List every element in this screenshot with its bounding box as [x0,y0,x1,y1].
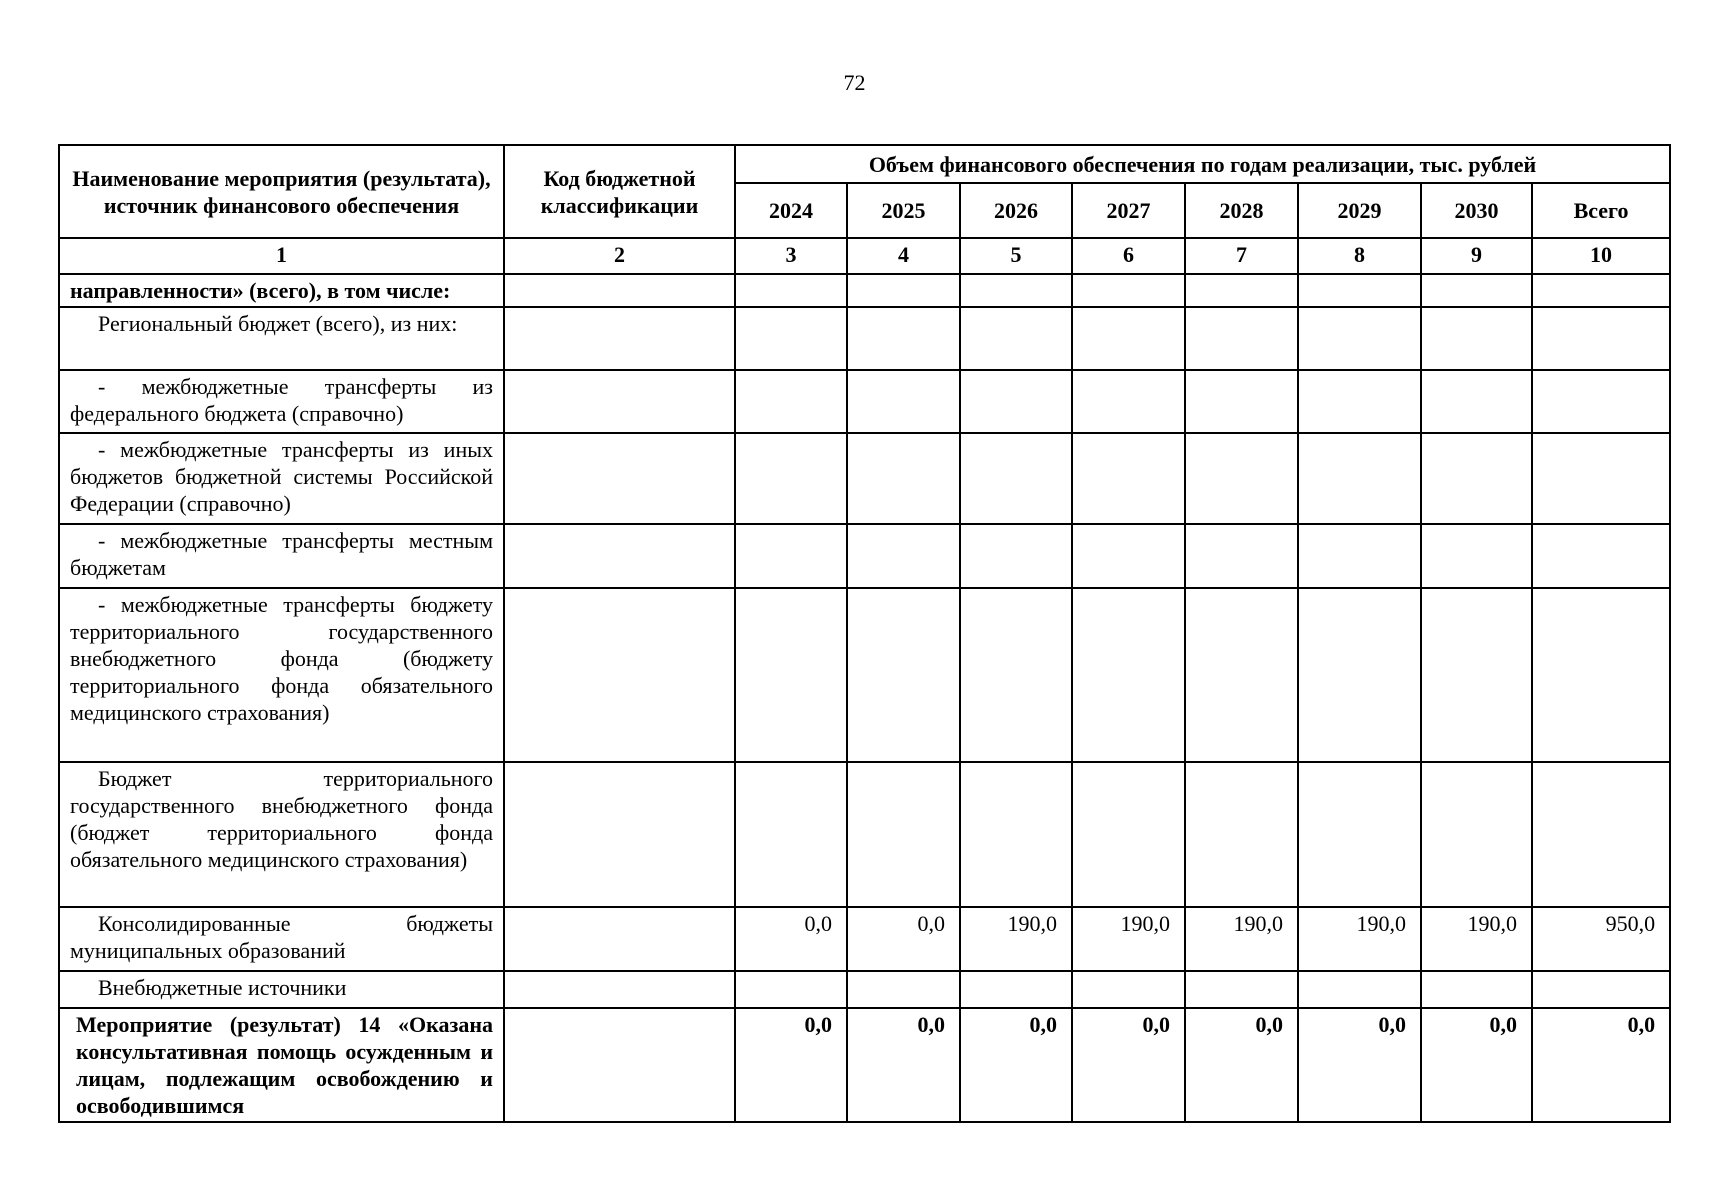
row-code [504,588,735,762]
header-name: Наименование мероприятия (результата), источник финансового обеспечения [59,145,504,238]
row-value [960,762,1072,907]
row-name: - межбюджетные трансферты местным бюджетам [59,524,504,588]
row-value [1185,971,1298,1008]
table-row [59,1008,1670,1122]
row-value [960,370,1072,433]
row-code [504,1008,735,1122]
row-value [1185,762,1298,907]
row-value [960,307,1072,370]
header-code: Код бюджетной классификации [504,145,735,238]
row-value: 0,0 [960,1008,1072,1122]
column-number: 1 [59,238,504,274]
row-value [1532,307,1670,370]
row-value: 190,0 [1421,907,1532,971]
row-value [1072,524,1185,588]
column-number-row [59,238,1670,274]
row-value [1532,971,1670,1008]
row-value [1072,762,1185,907]
row-value [735,588,847,762]
column-number: 3 [735,238,847,274]
row-value [1072,307,1185,370]
row-value [735,971,847,1008]
header-year-2026: 2026 [960,183,1072,238]
row-code [504,307,735,370]
table-row [59,762,1670,907]
row-code [504,971,735,1008]
row-value: 0,0 [735,1008,847,1122]
header-row-1 [59,145,1670,183]
row-name: Региональный бюджет (всего), из них: [59,307,504,370]
table-row [59,274,1670,307]
row-value [1532,274,1670,307]
row-value [1185,524,1298,588]
row-name: - межбюджетные трансферты бюджету территориального государственного внебюджетного фонда (бюджету территориального фонда обязательного медицинского страхования) [59,588,504,762]
row-code [504,370,735,433]
row-value: 190,0 [1185,907,1298,971]
table-row [59,907,1670,971]
row-value [960,274,1072,307]
row-value [847,274,960,307]
table-row [59,971,1670,1008]
row-code [504,274,735,307]
column-number: 10 [1532,238,1670,274]
row-value [735,370,847,433]
row-name: - межбюджетные трансферты из федерального бюджета (справочно) [59,370,504,433]
column-number: 2 [504,238,735,274]
row-value [960,588,1072,762]
column-number: 5 [960,238,1072,274]
header-total: Всего [1532,183,1670,238]
row-value [1421,762,1532,907]
page-number: 72 [843,70,866,95]
row-value: 950,0 [1532,907,1670,971]
row-name: направленности» (всего), в том числе: [59,274,504,307]
row-value [847,524,960,588]
row-value [1185,307,1298,370]
row-value [847,307,960,370]
row-value [735,762,847,907]
row-value [1185,274,1298,307]
header-year-2027: 2027 [1072,183,1185,238]
row-code [504,524,735,588]
row-value: 0,0 [847,907,960,971]
row-value [847,433,960,524]
row-value: 0,0 [1298,1008,1421,1122]
row-value: 0,0 [1185,1008,1298,1122]
row-value [1298,370,1421,433]
column-number: 7 [1185,238,1298,274]
row-value [1532,370,1670,433]
row-value: 0,0 [1532,1008,1670,1122]
row-name: - межбюджетные трансферты из иных бюджетов бюджетной системы Российской Федерации (справочно) [59,433,504,524]
row-value [1421,274,1532,307]
column-number: 4 [847,238,960,274]
row-value: 0,0 [847,1008,960,1122]
row-value [1072,971,1185,1008]
row-value [1298,433,1421,524]
row-value: 0,0 [735,907,847,971]
row-value [1421,524,1532,588]
row-code [504,433,735,524]
row-value [960,524,1072,588]
row-value [1532,524,1670,588]
column-number: 9 [1421,238,1532,274]
row-value [1298,307,1421,370]
row-value [847,588,960,762]
row-code [504,762,735,907]
row-value [1421,433,1532,524]
table-row [59,433,1670,524]
row-value [1072,588,1185,762]
row-value [847,370,960,433]
row-value [1185,370,1298,433]
table-row [59,588,1670,762]
header-year-2028: 2028 [1185,183,1298,238]
row-value [1298,274,1421,307]
row-value [1298,762,1421,907]
header-year-2025: 2025 [847,183,960,238]
row-value [960,433,1072,524]
row-value [1421,307,1532,370]
row-value: 190,0 [1298,907,1421,971]
row-name: Консолидированные бюджеты муниципальных образований [59,907,504,971]
header-year-2029: 2029 [1298,183,1421,238]
row-value [1298,524,1421,588]
row-name: Внебюджетные источники [59,971,504,1008]
row-name: Мероприятие (результат) 14 «Оказана консультативная помощь осужденным и лицам, подлежащим освобождению и освободившимся [59,1008,504,1122]
row-value [1532,588,1670,762]
column-number: 8 [1298,238,1421,274]
row-value [1072,370,1185,433]
table-row [59,307,1670,370]
table-row [59,370,1670,433]
row-value [1421,370,1532,433]
row-value [1421,971,1532,1008]
column-number: 6 [1072,238,1185,274]
row-value [735,307,847,370]
row-value [735,433,847,524]
header-year-2030: 2030 [1421,183,1532,238]
row-value [1185,433,1298,524]
financing-table [58,144,1671,1123]
row-value [1185,588,1298,762]
table-row [59,524,1670,588]
header-financing-group: Объем финансового обеспечения по годам реализации, тыс. рублей [735,145,1670,183]
row-code [504,907,735,971]
row-value [1072,433,1185,524]
row-value: 190,0 [960,907,1072,971]
row-value [735,274,847,307]
row-value [960,971,1072,1008]
row-value [847,762,960,907]
row-value [1532,762,1670,907]
row-value [735,524,847,588]
row-value: 0,0 [1421,1008,1532,1122]
row-value [1532,433,1670,524]
row-value: 0,0 [1072,1008,1185,1122]
row-name: Бюджет территориального государственного внебюджетного фонда (бюджет территориального фонда обязательного медицинского страхования) [59,762,504,907]
row-value [847,971,960,1008]
row-value [1421,588,1532,762]
header-year-2024: 2024 [735,183,847,238]
row-value: 190,0 [1072,907,1185,971]
row-value [1298,971,1421,1008]
row-value [1072,274,1185,307]
row-value [1298,588,1421,762]
